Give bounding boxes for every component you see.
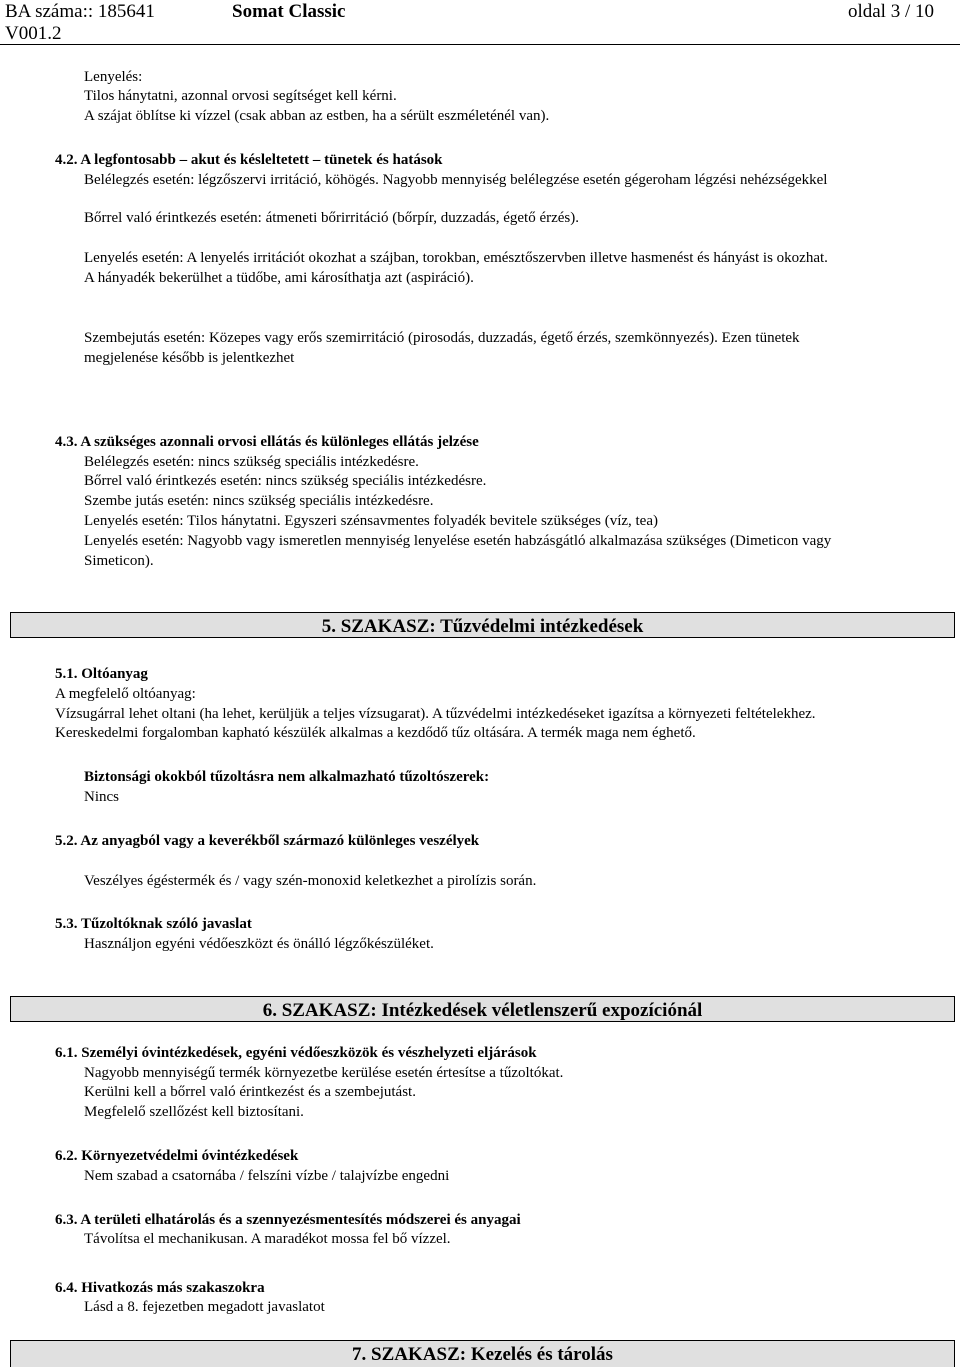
s43-ingestion-2: Lenyelés esetén: Nagyobb vagy ismeretlen mennyiség lenyelése esetén habzásgátló alkalmazása szükséges (Dimeticon vagy — [84, 533, 832, 549]
s51-suitable-label: A megfelelő oltóanyag: — [55, 686, 196, 702]
s52-line-1: Veszélyes égéstermék és / vagy szén-monoxid keletkezhet a pirolízis során. — [84, 873, 537, 889]
page-number: oldal 3 / 10 — [847, 1, 934, 22]
s51-unsuitable-title: Biztonsági okokból tűzoltásra nem alkalmazható tűzoltószerek: — [84, 769, 490, 785]
section-5-band — [10, 612, 955, 638]
s63-line-1: Távolítsa el mechanikusan. A maradékot mossa fel bő vízzel. — [84, 1231, 451, 1247]
s61-line-1: Nagyobb mennyiségű termék környezetbe kerülése esetén értesítse a tűzoltókat. — [84, 1065, 564, 1081]
product-name: Somat Classic — [232, 1, 346, 22]
s42-ingestion-1: Lenyelés esetén: A lenyelés irritációt okozhat a szájban, torokban, emésztőszervben illetve hasmenést és hányást is okozhat. — [84, 250, 828, 266]
subsection-5-3-title: 5.3. Tűzoltóknak szóló javaslat — [55, 916, 252, 932]
subsection-5-1-title: 5.1. Oltóanyag — [55, 666, 148, 682]
doc-version: V001.2 — [5, 23, 62, 44]
s51-line-2: Kereskedelmi forgalomban kapható készülék alkalmas a kezdődő tűz oltására. A termék maga nem éghető. — [55, 725, 696, 741]
s42-eye-2: megjelenése később is jelentkezhet — [84, 350, 295, 366]
s42-eye-1: Szembejutás esetén: Közepes vagy erős szemirritáció (pirosodás, duzzadás, égető érzés, szemkönnyezés). Ezen tünetek — [84, 330, 800, 346]
s43-ingestion-3: Simeticon). — [84, 553, 154, 569]
ingestion-label: Lenyelés: — [84, 69, 143, 85]
section-6-band — [10, 996, 955, 1022]
s43-skin: Bőrrel való érintkezés esetén: nincs szükség speciális intézkedésre. — [84, 473, 487, 489]
s42-skin: Bőrrel való érintkezés esetén: átmeneti bőrirritáció (bőrpír, duzzadás, égető érzés). — [84, 210, 580, 226]
s43-eye: Szembe jutás esetén: nincs szükség speciális intézkedésre. — [84, 493, 434, 509]
s43-ingestion-1: Lenyelés esetén: Tilos hánytatni. Egyszeri szénsavmentes folyadék bevitele szükséges (víz, tea) — [84, 513, 658, 529]
s61-line-2: Kerülni kell a bőrrel való érintkezést és a szembejutást. — [84, 1084, 416, 1100]
subsection-5-2-title: 5.2. Az anyagból vagy a keverékből származó különleges veszélyek — [55, 833, 480, 849]
section-6-heading: 6. SZAKASZ: Intézkedések véletlenszerű expozíciónál — [262, 1000, 703, 1021]
s61-line-3: Megfelelő szellőzést kell biztosítani. — [84, 1104, 304, 1120]
s53-line-1: Használjon egyéni védőeszközt és önálló légzőkészüléket. — [84, 936, 434, 952]
subsection-6-1-title: 6.1. Személyi óvintézkedések, egyéni védőeszközök és vészhelyzeti eljárások — [55, 1045, 537, 1061]
subsection-6-3-title: 6.3. A területi elhatárolás és a szennyezésmentesítés módszerei és anyagai — [55, 1212, 521, 1228]
doc-number: BA száma:: 185641 — [5, 1, 155, 22]
section-7-heading: 7. SZAKASZ: Kezelés és tárolás — [352, 1344, 613, 1365]
s43-inhalation: Belélegzés esetén: nincs szükség speciális intézkedésre. — [84, 454, 419, 470]
subsection-6-4-title: 6.4. Hivatkozás más szakaszokra — [55, 1280, 265, 1296]
section-7-band — [10, 1340, 955, 1367]
subsection-6-2-title: 6.2. Környezetvédelmi óvintézkedések — [55, 1148, 299, 1164]
s51-line-1: Vízsugárral lehet oltani (ha lehet, kerüljük a teljes vízsugarat). A tűzvédelmi intézkedéseket igazítsa a környezeti feltételekhez. — [55, 706, 816, 722]
subsection-4-2-title: 4.2. A legfontosabb – akut és késleltetett – tünetek és hatások — [55, 152, 443, 168]
header-rule — [0, 44, 960, 45]
s42-ingestion-2: A hányadék bekerülhet a tüdőbe, ami károsíthatja azt (aspiráció). — [84, 270, 474, 286]
s51-unsuitable-value: Nincs — [84, 789, 119, 805]
subsection-4-3-title: 4.3. A szükséges azonnali orvosi ellátás és különleges ellátás jelzése — [55, 434, 479, 450]
s64-line-1: Lásd a 8. fejezetben megadott javaslatot — [84, 1299, 325, 1315]
ingestion-line-1: Tilos hánytatni, azonnal orvosi segítséget kell kérni. — [84, 88, 397, 104]
s42-inhalation: Belélegzés esetén: légzőszervi irritáció, köhögés. Nagyobb mennyiség belélegzése esetén gégeroham légzési nehézségekkel — [84, 172, 828, 188]
ingestion-line-2: A szájat öblítse ki vízzel (csak abban az estben, ha a sérült eszméleténél van). — [84, 108, 550, 124]
s62-line-1: Nem szabad a csatornába / felszíni vízbe / talajvízbe engedni — [84, 1168, 450, 1184]
section-5-heading: 5. SZAKASZ: Tűzvédelmi intézkedések — [321, 616, 644, 637]
